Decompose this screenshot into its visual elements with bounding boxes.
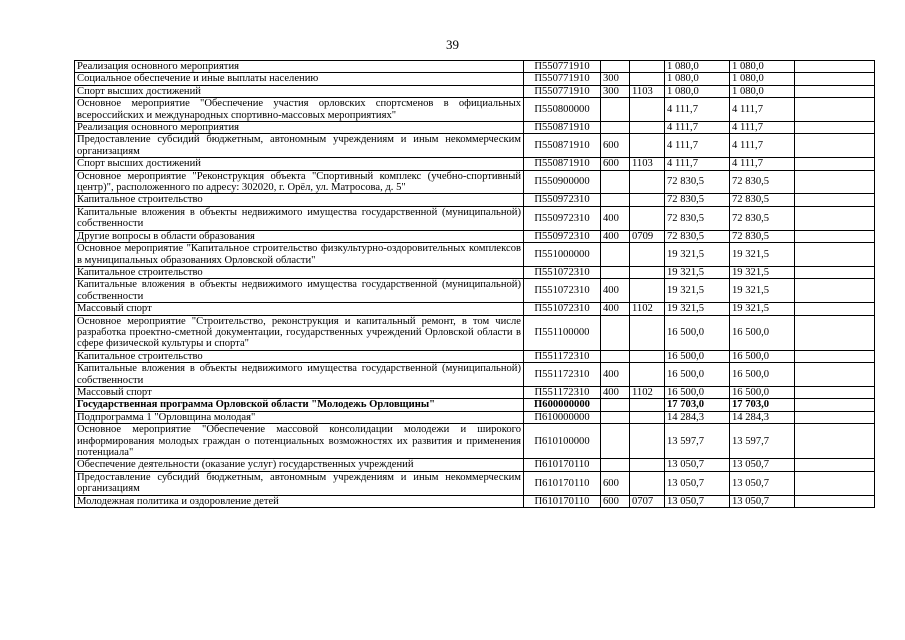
table-row bbox=[75, 243, 875, 267]
expense-type-cell bbox=[601, 98, 630, 122]
amount-cell: 19 321,5 bbox=[665, 279, 730, 303]
amount-total-cell: 16 500,0 bbox=[730, 350, 795, 362]
amount-total-cell: 13 050,7 bbox=[730, 471, 795, 495]
table-row bbox=[75, 350, 875, 362]
empty-cell bbox=[795, 266, 875, 278]
item-name-cell: Предоставление субсидий бюджетным, автономным учреждениям и иным некоммерческим организациям bbox=[75, 471, 524, 495]
table-row bbox=[75, 158, 875, 170]
empty-cell bbox=[795, 411, 875, 423]
item-name-cell: Реализация основного мероприятия bbox=[75, 122, 524, 134]
amount-cell: 19 321,5 bbox=[665, 243, 730, 267]
expense-type-cell bbox=[601, 194, 630, 206]
amount-total-cell: 4 111,7 bbox=[730, 134, 795, 158]
amount-total-cell: 4 111,7 bbox=[730, 158, 795, 170]
table-row bbox=[75, 495, 875, 507]
target-code-cell: П550972310 bbox=[524, 206, 601, 230]
amount-cell: 1 080,0 bbox=[665, 73, 730, 85]
section-code-cell bbox=[630, 134, 665, 158]
target-code-cell: П551172310 bbox=[524, 386, 601, 398]
amount-cell: 13 050,7 bbox=[665, 495, 730, 507]
item-name-cell: Основное мероприятие "Реконструкция объекта "Спортивный комплекс (учебно-спортивный центр)", расположенного по адресу: 302020, г. Орёл, ул. Матросова, д. 5" bbox=[75, 170, 524, 194]
table-row bbox=[75, 122, 875, 134]
section-code-cell bbox=[630, 424, 665, 459]
target-code-cell: П550900000 bbox=[524, 170, 601, 194]
amount-cell: 16 500,0 bbox=[665, 315, 730, 350]
amount-total-cell: 19 321,5 bbox=[730, 303, 795, 315]
expense-type-cell: 400 bbox=[601, 279, 630, 303]
table-row bbox=[75, 230, 875, 242]
empty-cell bbox=[795, 98, 875, 122]
item-name-cell: Капитальные вложения в объекты недвижимого имущества государственной (муниципальной) собственности bbox=[75, 206, 524, 230]
amount-total-cell: 16 500,0 bbox=[730, 315, 795, 350]
section-code-cell bbox=[630, 399, 665, 411]
section-code-cell bbox=[630, 279, 665, 303]
budget-table bbox=[74, 60, 875, 508]
expense-type-cell bbox=[601, 411, 630, 423]
target-code-cell: П551072310 bbox=[524, 303, 601, 315]
amount-total-cell: 19 321,5 bbox=[730, 266, 795, 278]
item-name-cell: Массовый спорт bbox=[75, 386, 524, 398]
empty-cell bbox=[795, 134, 875, 158]
amount-cell: 14 284,3 bbox=[665, 411, 730, 423]
item-name-cell: Капитальное строительство bbox=[75, 194, 524, 206]
empty-cell bbox=[795, 315, 875, 350]
section-code-cell bbox=[630, 315, 665, 350]
item-name-cell: Социальное обеспечение и иные выплаты населению bbox=[75, 73, 524, 85]
empty-cell bbox=[795, 122, 875, 134]
item-name-cell: Основное мероприятие "Обеспечение массовой консолидации молодежи и широкого информирования молодых граждан о потенциальных возможностях их развития и применения потенциала" bbox=[75, 424, 524, 459]
section-code-cell: 0709 bbox=[630, 230, 665, 242]
table-row bbox=[75, 424, 875, 459]
section-code-cell bbox=[630, 122, 665, 134]
item-name-cell: Подпрограмма 1 "Орловщина молодая" bbox=[75, 411, 524, 423]
item-name-cell: Массовый спорт bbox=[75, 303, 524, 315]
empty-cell bbox=[795, 471, 875, 495]
amount-total-cell: 72 830,5 bbox=[730, 170, 795, 194]
expense-type-cell: 300 bbox=[601, 85, 630, 97]
expense-type-cell bbox=[601, 315, 630, 350]
target-code-cell: П550871910 bbox=[524, 122, 601, 134]
amount-cell: 72 830,5 bbox=[665, 194, 730, 206]
target-code-cell: П550871910 bbox=[524, 134, 601, 158]
target-code-cell: П600000000 bbox=[524, 399, 601, 411]
target-code-cell: П550972310 bbox=[524, 230, 601, 242]
item-name-cell: Основное мероприятие "Обеспечение участия орловских спортсменов в официальных всероссийских и международных спортивно-массовых мероприятиях" bbox=[75, 98, 524, 122]
target-code-cell: П550871910 bbox=[524, 158, 601, 170]
amount-total-cell: 72 830,5 bbox=[730, 230, 795, 242]
expense-type-cell bbox=[601, 170, 630, 194]
empty-cell bbox=[795, 73, 875, 85]
amount-cell: 16 500,0 bbox=[665, 363, 730, 387]
item-name-cell: Капитальное строительство bbox=[75, 266, 524, 278]
section-code-cell bbox=[630, 471, 665, 495]
expense-type-cell: 600 bbox=[601, 495, 630, 507]
empty-cell bbox=[795, 158, 875, 170]
amount-cell: 1 080,0 bbox=[665, 61, 730, 73]
amount-cell: 13 050,7 bbox=[665, 459, 730, 471]
amount-total-cell: 13 050,7 bbox=[730, 459, 795, 471]
table-row bbox=[75, 386, 875, 398]
section-code-cell bbox=[630, 194, 665, 206]
table-row bbox=[75, 134, 875, 158]
target-code-cell: П550771910 bbox=[524, 85, 601, 97]
page-number: 39 bbox=[446, 37, 459, 52]
section-code-cell bbox=[630, 243, 665, 267]
item-name-cell: Молодежная политика и оздоровление детей bbox=[75, 495, 524, 507]
expense-type-cell: 400 bbox=[601, 206, 630, 230]
target-code-cell: П610170110 bbox=[524, 495, 601, 507]
amount-cell: 72 830,5 bbox=[665, 230, 730, 242]
empty-cell bbox=[795, 170, 875, 194]
section-code-cell: 1103 bbox=[630, 158, 665, 170]
expense-type-cell: 400 bbox=[601, 303, 630, 315]
empty-cell bbox=[795, 459, 875, 471]
amount-total-cell: 4 111,7 bbox=[730, 122, 795, 134]
section-code-cell bbox=[630, 459, 665, 471]
item-name-cell: Основное мероприятие "Капитальное строительство физкультурно-оздоровительных комплексов в муниципальных образованиях Орловской области" bbox=[75, 243, 524, 267]
item-name-cell: Капитальные вложения в объекты недвижимого имущества государственной (муниципальной) собственности bbox=[75, 279, 524, 303]
item-name-cell: Обеспечение деятельности (оказание услуг) государственных учреждений bbox=[75, 459, 524, 471]
empty-cell bbox=[795, 243, 875, 267]
target-code-cell: П550800000 bbox=[524, 98, 601, 122]
expense-type-cell bbox=[601, 266, 630, 278]
table-row bbox=[75, 471, 875, 495]
section-code-cell bbox=[630, 170, 665, 194]
expense-type-cell bbox=[601, 243, 630, 267]
empty-cell bbox=[795, 85, 875, 97]
section-code-cell bbox=[630, 266, 665, 278]
item-name-cell: Государственная программа Орловской области "Молодежь Орловщины" bbox=[75, 399, 524, 411]
amount-cell: 16 500,0 bbox=[665, 350, 730, 362]
amount-cell: 17 703,0 bbox=[665, 399, 730, 411]
amount-total-cell: 13 050,7 bbox=[730, 495, 795, 507]
target-code-cell: П550972310 bbox=[524, 194, 601, 206]
section-code-cell bbox=[630, 350, 665, 362]
budget-table-body bbox=[75, 61, 875, 508]
section-code-cell bbox=[630, 206, 665, 230]
section-code-cell: 1103 bbox=[630, 85, 665, 97]
empty-cell bbox=[795, 230, 875, 242]
empty-cell bbox=[795, 350, 875, 362]
target-code-cell: П551072310 bbox=[524, 266, 601, 278]
target-code-cell: П610170110 bbox=[524, 459, 601, 471]
expense-type-cell: 300 bbox=[601, 73, 630, 85]
empty-cell bbox=[795, 303, 875, 315]
amount-cell: 19 321,5 bbox=[665, 266, 730, 278]
table-row bbox=[75, 206, 875, 230]
item-name-cell: Предоставление субсидий бюджетным, автономным учреждениям и иным некоммерческим организациям bbox=[75, 134, 524, 158]
table-row bbox=[75, 399, 875, 411]
table-row bbox=[75, 411, 875, 423]
target-code-cell: П551172310 bbox=[524, 350, 601, 362]
target-code-cell: П551100000 bbox=[524, 315, 601, 350]
empty-cell bbox=[795, 386, 875, 398]
target-code-cell: П550771910 bbox=[524, 73, 601, 85]
item-name-cell: Спорт высших достижений bbox=[75, 85, 524, 97]
empty-cell bbox=[795, 363, 875, 387]
amount-cell: 1 080,0 bbox=[665, 85, 730, 97]
amount-total-cell: 17 703,0 bbox=[730, 399, 795, 411]
table-row bbox=[75, 279, 875, 303]
item-name-cell: Спорт высших достижений bbox=[75, 158, 524, 170]
expense-type-cell: 600 bbox=[601, 158, 630, 170]
target-code-cell: П550771910 bbox=[524, 61, 601, 73]
amount-cell: 72 830,5 bbox=[665, 170, 730, 194]
amount-total-cell: 13 597,7 bbox=[730, 424, 795, 459]
empty-cell bbox=[795, 194, 875, 206]
target-code-cell: П610000000 bbox=[524, 411, 601, 423]
table-row bbox=[75, 266, 875, 278]
amount-total-cell: 19 321,5 bbox=[730, 243, 795, 267]
expense-type-cell: 600 bbox=[601, 471, 630, 495]
amount-total-cell: 1 080,0 bbox=[730, 85, 795, 97]
table-row bbox=[75, 98, 875, 122]
table-row bbox=[75, 363, 875, 387]
section-code-cell bbox=[630, 61, 665, 73]
empty-cell bbox=[795, 206, 875, 230]
amount-total-cell: 1 080,0 bbox=[730, 73, 795, 85]
table-row bbox=[75, 459, 875, 471]
table-row bbox=[75, 303, 875, 315]
expense-type-cell bbox=[601, 399, 630, 411]
item-name-cell: Основное мероприятие "Строительство, реконструкция и капитальный ремонт, в том числе разработка проектно-сметной документации, государственных учреждений Орловской области в сфере физической культуры и спорта" bbox=[75, 315, 524, 350]
table-row bbox=[75, 315, 875, 350]
expense-type-cell bbox=[601, 61, 630, 73]
amount-total-cell: 1 080,0 bbox=[730, 61, 795, 73]
amount-cell: 13 050,7 bbox=[665, 471, 730, 495]
empty-cell bbox=[795, 279, 875, 303]
section-code-cell: 0707 bbox=[630, 495, 665, 507]
empty-cell bbox=[795, 399, 875, 411]
expense-type-cell: 400 bbox=[601, 386, 630, 398]
expense-type-cell bbox=[601, 459, 630, 471]
amount-total-cell: 4 111,7 bbox=[730, 98, 795, 122]
table-row bbox=[75, 61, 875, 73]
target-code-cell: П551000000 bbox=[524, 243, 601, 267]
item-name-cell: Другие вопросы в области образования bbox=[75, 230, 524, 242]
amount-cell: 4 111,7 bbox=[665, 134, 730, 158]
amount-total-cell: 16 500,0 bbox=[730, 386, 795, 398]
amount-total-cell: 72 830,5 bbox=[730, 206, 795, 230]
empty-cell bbox=[795, 495, 875, 507]
amount-cell: 4 111,7 bbox=[665, 158, 730, 170]
section-code-cell bbox=[630, 411, 665, 423]
amount-total-cell: 72 830,5 bbox=[730, 194, 795, 206]
expense-type-cell bbox=[601, 122, 630, 134]
amount-cell: 4 111,7 bbox=[665, 122, 730, 134]
amount-total-cell: 14 284,3 bbox=[730, 411, 795, 423]
target-code-cell: П610170110 bbox=[524, 471, 601, 495]
section-code-cell bbox=[630, 363, 665, 387]
amount-total-cell: 19 321,5 bbox=[730, 279, 795, 303]
item-name-cell: Капитальное строительство bbox=[75, 350, 524, 362]
item-name-cell: Реализация основного мероприятия bbox=[75, 61, 524, 73]
target-code-cell: П610100000 bbox=[524, 424, 601, 459]
expense-type-cell: 600 bbox=[601, 134, 630, 158]
section-code-cell: 1102 bbox=[630, 303, 665, 315]
item-name-cell: Капитальные вложения в объекты недвижимого имущества государственной (муниципальной) собственности bbox=[75, 363, 524, 387]
table-row bbox=[75, 194, 875, 206]
table-row bbox=[75, 85, 875, 97]
amount-total-cell: 16 500,0 bbox=[730, 363, 795, 387]
amount-cell: 4 111,7 bbox=[665, 98, 730, 122]
section-code-cell bbox=[630, 98, 665, 122]
expense-type-cell: 400 bbox=[601, 230, 630, 242]
section-code-cell: 1102 bbox=[630, 386, 665, 398]
amount-cell: 13 597,7 bbox=[665, 424, 730, 459]
empty-cell bbox=[795, 61, 875, 73]
amount-cell: 16 500,0 bbox=[665, 386, 730, 398]
table-row bbox=[75, 73, 875, 85]
target-code-cell: П551172310 bbox=[524, 363, 601, 387]
amount-cell: 72 830,5 bbox=[665, 206, 730, 230]
table-row bbox=[75, 170, 875, 194]
expense-type-cell bbox=[601, 350, 630, 362]
expense-type-cell: 400 bbox=[601, 363, 630, 387]
target-code-cell: П551072310 bbox=[524, 279, 601, 303]
empty-cell bbox=[795, 424, 875, 459]
section-code-cell bbox=[630, 73, 665, 85]
amount-cell: 19 321,5 bbox=[665, 303, 730, 315]
expense-type-cell bbox=[601, 424, 630, 459]
